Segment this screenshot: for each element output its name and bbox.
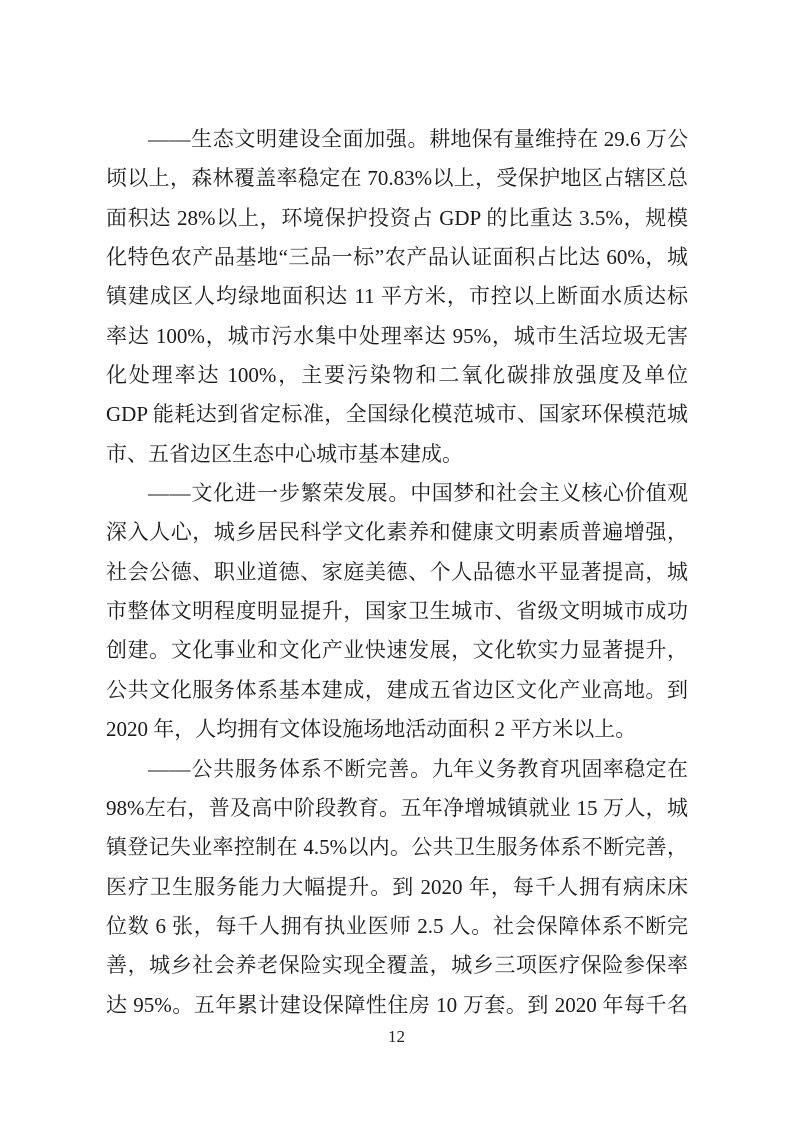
line-text: 率达 100%，城市污水集中处理率达 95%，城市生活垃圾无害 xyxy=(106,323,688,348)
line-text: 市、五省边区生态中心城市基本建成。 xyxy=(106,441,463,466)
line-text: 医疗卫生服务能力大幅提升。到 2020 年，每千人拥有病床床 xyxy=(106,874,688,899)
text-block xyxy=(106,120,688,1025)
text-line xyxy=(106,631,688,670)
line-text: 创建。文化事业和文化产业快速发展，文化软实力显著提升， xyxy=(106,638,688,663)
line-text: 顷以上，森林覆盖率稳定在 70.83%以上，受保护地区占辖区总 xyxy=(106,166,688,191)
line-text: 98%左右，普及高中阶段教育。五年净增城镇就业 15 万人，城 xyxy=(106,795,688,820)
line-text: 市整体文明程度明显提升，国家卫生城市、省级文明城市成功 xyxy=(106,599,688,624)
text-line xyxy=(106,710,688,749)
line-text: 深入人心，城乡居民科学文化素养和健康文明素质普遍增强， xyxy=(106,520,688,545)
text-line xyxy=(106,592,688,631)
text-line xyxy=(106,317,688,356)
text-line xyxy=(106,199,688,238)
text-line xyxy=(106,435,688,474)
text-line xyxy=(106,986,688,1025)
text-line xyxy=(106,474,688,513)
line-text: 化处理率达 100%，主要污染物和二氧化碳排放强度及单位 xyxy=(106,363,688,388)
text-line xyxy=(106,356,688,395)
paragraph-lead: ——公共服务体系不断完善。 xyxy=(148,756,432,781)
text-line xyxy=(106,946,688,985)
text-line xyxy=(106,238,688,277)
line-text: 达 95%。五年累计建设保障性住房 10 万套。到 2020 年每千名 xyxy=(106,992,688,1017)
text-line xyxy=(106,868,688,907)
line-text: 中国梦和社会主义核心价值观 xyxy=(410,481,688,506)
line-text: 善，城乡社会养老保险实现全覆盖，城乡三项医疗保险参保率 xyxy=(106,953,688,978)
paragraph-culture xyxy=(106,474,688,749)
text-line xyxy=(106,277,688,316)
text-line xyxy=(106,159,688,198)
line-text: 位数 6 张，每千人拥有执业医师 2.5 人。社会保障体系不断完 xyxy=(106,913,688,938)
line-text: 九年义务教育巩固率稳定在 xyxy=(431,756,688,781)
text-line xyxy=(106,750,688,789)
text-line xyxy=(106,671,688,710)
line-text: 镇建成区人均绿地面积达 11 平方米，市控以上断面水质达标 xyxy=(106,284,688,309)
paragraph-public-services xyxy=(106,750,688,1025)
page-number: 12 xyxy=(388,1027,405,1046)
text-line xyxy=(106,513,688,552)
line-text: GDP 能耗达到省定标准，全国绿化模范城市、国家环保模范城 xyxy=(106,402,688,427)
line-text: 耕地保有量维持在 29.6 万公 xyxy=(429,127,688,151)
line-text: 镇登记失业率控制在 4.5%以内。公共卫生服务体系不断完善， xyxy=(106,835,688,860)
paragraph-lead: ——文化进一步繁荣发展。 xyxy=(148,481,411,506)
text-line xyxy=(106,828,688,867)
text-line xyxy=(106,120,688,159)
line-text: 社会公德、职业道德、家庭美德、个人品德水平显著提高，城 xyxy=(106,559,688,584)
line-text: 面积达 28%以上，环境保护投资占 GDP 的比重达 3.5%，规模 xyxy=(106,205,688,230)
line-text: 公共文化服务体系基本建成，建成五省边区文化产业高地。到 xyxy=(106,677,688,702)
paragraph-ecology xyxy=(106,120,688,474)
text-line xyxy=(106,395,688,434)
line-text: 2020 年，人均拥有文体设施场地活动面积 2 平方米以上。 xyxy=(106,717,637,742)
line-text: 化特色农产品基地“三品一标”农产品认证面积占比达 60%，城 xyxy=(106,245,688,270)
text-line xyxy=(106,553,688,592)
paragraph-lead: ——生态文明建设全面加强。 xyxy=(148,127,430,151)
text-line xyxy=(106,907,688,946)
text-line xyxy=(106,789,688,828)
